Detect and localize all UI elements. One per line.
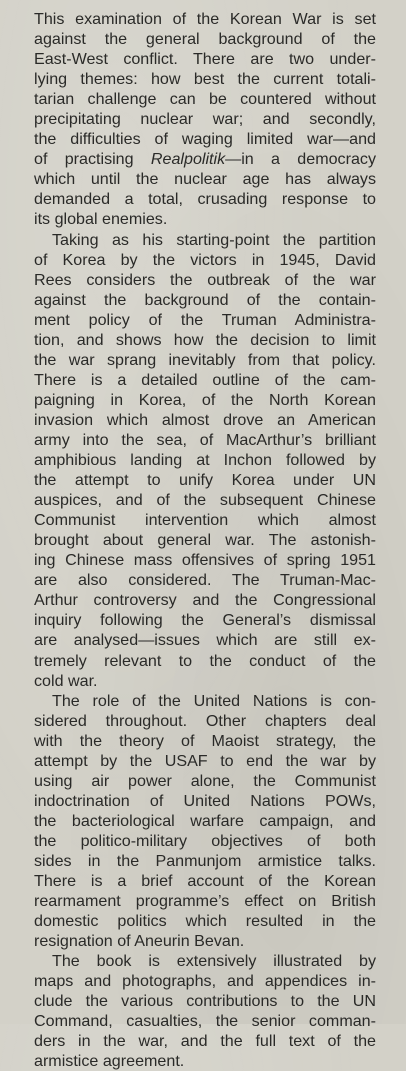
text-line (34, 651, 376, 671)
text-segment: precipitating nuclear war; and secondly, (34, 110, 376, 129)
text-line (34, 530, 376, 550)
text-line (34, 410, 376, 430)
text-line (34, 1011, 376, 1031)
text-segment: inquiry following the General’s dismissal (34, 611, 376, 630)
text-segment: domestic politics which resulted in the (34, 912, 376, 931)
text-line (34, 149, 376, 169)
text-segment: There is a brief account of the Korean (34, 872, 376, 891)
paragraph (34, 951, 376, 1071)
text-segment: cold war. (34, 671, 98, 690)
text-segment: The book is extensively illustrated by (52, 952, 376, 971)
text-line (34, 209, 376, 229)
italic-term: Realpolitik (150, 150, 226, 169)
text-segment: of Korea by the victors in 1945, David (34, 250, 376, 269)
text-line (34, 791, 376, 811)
text-line (34, 129, 376, 149)
text-segment: Command, casualties, the senior comman- (34, 1012, 376, 1031)
text-segment: sidered throughout. Other chapters deal (34, 711, 376, 730)
text-segment: brought about general war. The astonish- (34, 531, 376, 550)
text-line (34, 911, 376, 931)
text-segment: clude the various contributions to the UN (34, 992, 376, 1011)
text-segment: resignation of Aneurin Bevan. (34, 932, 245, 951)
text-line (34, 29, 376, 49)
text-line (34, 89, 376, 109)
text-line (34, 510, 376, 530)
text-line (34, 470, 376, 490)
text-segment: demanded a total, crusading response to (34, 190, 376, 209)
text-line (34, 550, 376, 570)
text-segment: East-West conflict. There are two under- (34, 50, 376, 69)
text-line (34, 390, 376, 410)
jacket-blurb-text (34, 9, 376, 1071)
text-line (34, 851, 376, 871)
text-line (34, 951, 376, 971)
text-line (34, 1031, 376, 1051)
text-line (34, 731, 376, 751)
text-segment: rearmament programme’s effect on British (34, 892, 376, 911)
text-segment: attempt by the USAF to end the war by (34, 751, 376, 770)
text-segment: army into the sea, of MacArthur’s brilliant (34, 430, 376, 449)
paragraph (34, 691, 376, 952)
text-line (34, 430, 376, 450)
text-line (34, 691, 376, 711)
text-segment: armistice agreement. (34, 1052, 185, 1071)
text-segment: are analysed—issues which are still ex- (34, 631, 376, 650)
text-line (34, 590, 376, 610)
text-segment: sides in the Panmunjom armistice talks. (34, 851, 376, 870)
text-segment: There is a detailed outline of the cam- (34, 370, 376, 389)
text-line (34, 189, 376, 209)
text-line (34, 751, 376, 771)
text-segment: —in a democracy (225, 150, 376, 169)
text-segment: using air power alone, the Communist (34, 771, 376, 790)
text-segment: the politico-military objectives of both (34, 831, 376, 850)
text-line (34, 831, 376, 851)
text-segment: This examination of the Korean War is set (34, 10, 376, 28)
text-line (34, 290, 376, 310)
text-segment: Rees considers the outbreak of the war (34, 270, 376, 289)
text-line (34, 250, 376, 270)
text-segment: the war sprang inevitably from that policy. (34, 350, 376, 369)
text-segment: ment policy of the Truman Administra- (34, 310, 376, 329)
text-segment: with the theory of Maoist strategy, the (34, 731, 376, 750)
text-line (34, 811, 376, 831)
text-line (34, 871, 376, 891)
text-line (34, 630, 376, 650)
text-line (34, 109, 376, 129)
text-segment: Taking as his starting-point the partition (52, 230, 376, 249)
text-line (34, 711, 376, 731)
text-segment: auspices, and of the subsequent Chinese (34, 491, 376, 510)
text-segment: Arthur controversy and the Congressional (34, 591, 376, 610)
text-line (34, 971, 376, 991)
text-segment: its global enemies. (34, 210, 168, 229)
text-line (34, 891, 376, 911)
text-segment: lying themes: how best the current totali- (34, 70, 376, 89)
text-segment: are also considered. The Truman-Mac- (34, 571, 376, 590)
text-line (34, 230, 376, 250)
text-line (34, 991, 376, 1011)
text-segment: amphibious landing at Inchon followed by (34, 451, 376, 470)
text-segment: The role of the United Nations is con- (52, 691, 376, 710)
text-line (34, 450, 376, 470)
text-line (34, 570, 376, 590)
text-line (34, 270, 376, 290)
text-segment: paigning in Korea, of the North Korean (34, 390, 376, 409)
paragraph (34, 230, 376, 691)
text-segment: which until the nuclear age has always (34, 170, 376, 189)
text-line (34, 490, 376, 510)
paragraph (34, 9, 376, 230)
text-line (34, 350, 376, 370)
text-segment: Communist intervention which almost (34, 511, 376, 530)
text-line (34, 169, 376, 189)
text-segment: ing Chinese mass offensives of spring 1951 (34, 551, 376, 570)
text-line (34, 1051, 376, 1071)
text-line (34, 9, 376, 29)
text-line (34, 49, 376, 69)
text-segment: against the background of the contain- (34, 290, 376, 309)
text-line (34, 370, 376, 390)
text-segment: invasion which almost drove an American (34, 410, 376, 429)
text-segment: tremely relevant to the conduct of the (34, 651, 376, 670)
text-line (34, 310, 376, 330)
text-line (34, 610, 376, 630)
text-line (34, 931, 376, 951)
text-segment: the difficulties of waging limited war—and (34, 130, 376, 149)
text-segment: tion, and shows how the decision to limit (34, 330, 376, 349)
text-segment: against the general background of the (34, 30, 376, 49)
text-line (34, 771, 376, 791)
text-line (34, 69, 376, 89)
text-segment: of practising (34, 150, 151, 169)
text-segment: maps and photographs, and appendices in- (34, 972, 376, 991)
text-line (34, 671, 376, 691)
text-segment: ders in the war, and the full text of the (34, 1032, 376, 1051)
text-segment: the bacteriological warfare campaign, and (34, 811, 376, 830)
text-line (34, 330, 376, 350)
text-segment: indoctrination of United Nations POWs, (34, 791, 376, 810)
text-segment: the attempt to unify Korea under UN (34, 471, 376, 490)
text-segment: tarian challenge can be countered without (34, 90, 376, 109)
